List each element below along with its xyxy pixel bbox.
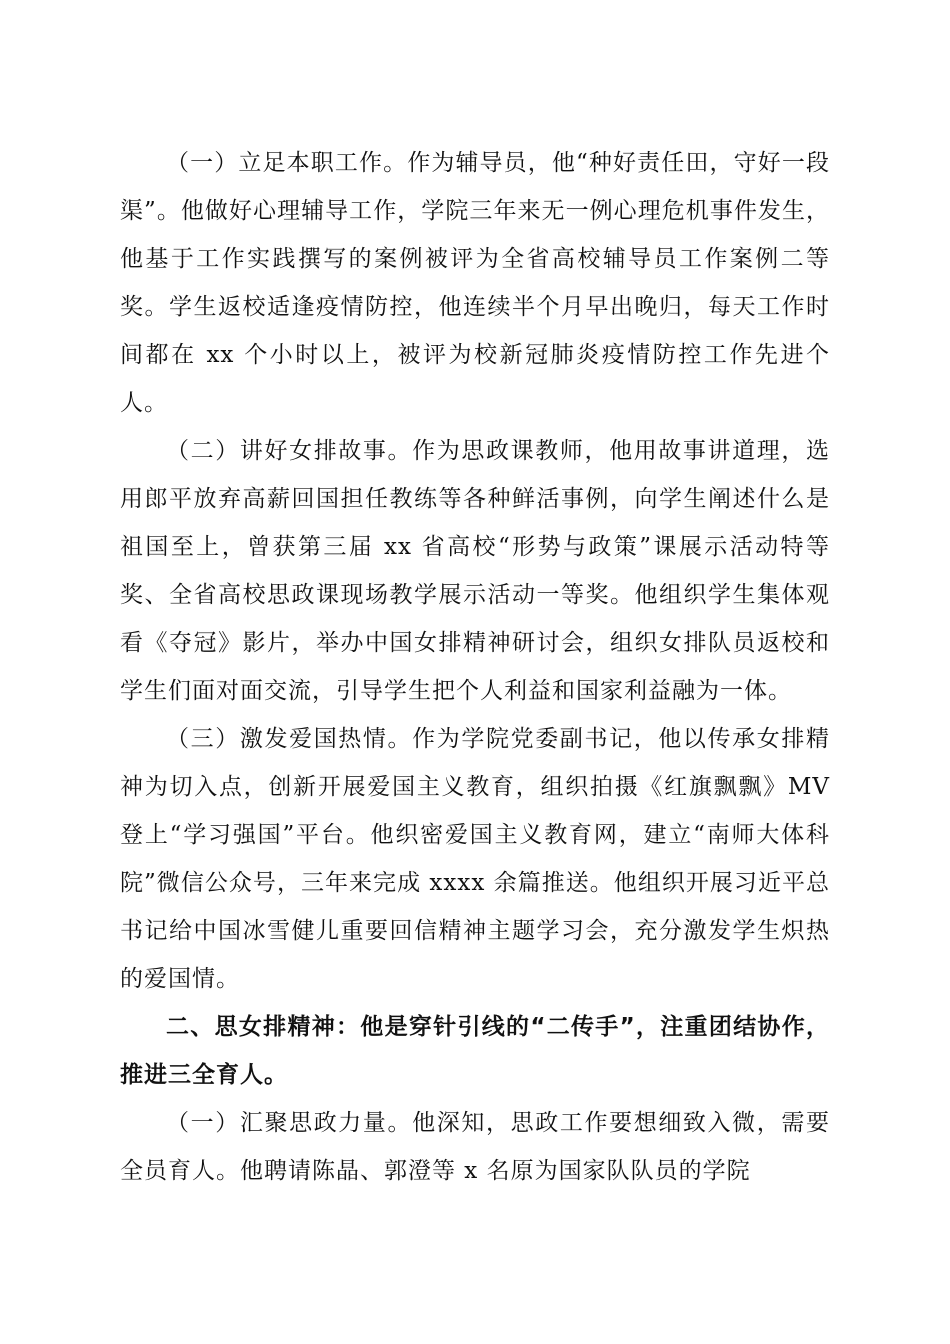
paragraph-3-lead: （三）激发爱国热情。 [166, 726, 413, 752]
paragraph-4-lead: （一）汇聚思政力量。 [166, 1110, 413, 1136]
paragraph-2-body: 作为思政课教师，他用故事讲道理，选用郎平放弃高薪回国担任教练等各种鲜活事例，向学生阐述什么是祖国至上，曾获第三届 xx 省高校“形势与政策”课展示活动特等奖、全省高校思政课现场教学展示活动一等奖。他组织学生集体观看《夺冠》影片，举办中国女排精神研讨会，组织女排队员返校和学生们面对面交流，引导学生把个人利益和国家利益融为一体。 [120, 438, 831, 704]
section-heading: 二、思女排精神：他是穿针引线的“二传手”，注重团结协作，推进三全育人。 [120, 1014, 830, 1088]
paragraph-1-lead: （一）立足本职工作。 [166, 150, 408, 176]
paragraph-1 [120, 139, 830, 427]
document-page [120, 139, 830, 1195]
paragraph-2-lead: （二）讲好女排故事。 [166, 438, 413, 464]
paragraph-4-body: 他深知，思政工作要想细致入微，需要全员育人。他聘请陈晶、郭澄等 x 名原为国家队队员的学院 [120, 1110, 831, 1184]
paragraph-3-body: 作为学院党委副书记，他以传承女排精神为切入点，创新开展爱国主义教育，组织拍摄《红旗飘飘》MV 登上“学习强国”平台。他织密爱国主义教育网，建立“南师大体科院”微信公众号，三年来完成 xxxx 余篇推送。他组织开展习近平总书记给中国冰雪健儿重要回信精神主题学习会，充分激发学生炽热的爱国情。 [120, 726, 831, 992]
paragraph-2 [120, 427, 830, 715]
paragraph-1-body: 作为辅导员，他“种好责任田，守好一段渠”。他做好心理辅导工作，学院三年来无一例心理危机事件发生，他基于工作实践撰写的案例被评为全省高校辅导员工作案例二等奖。学生返校适逢疫情防控，他连续半个月早出晚归，每天工作时间都在 xx 个小时以上，被评为校新冠肺炎疫情防控工作先进个人。 [120, 150, 830, 416]
paragraph-4 [120, 1099, 830, 1195]
paragraph-3 [120, 715, 830, 1003]
